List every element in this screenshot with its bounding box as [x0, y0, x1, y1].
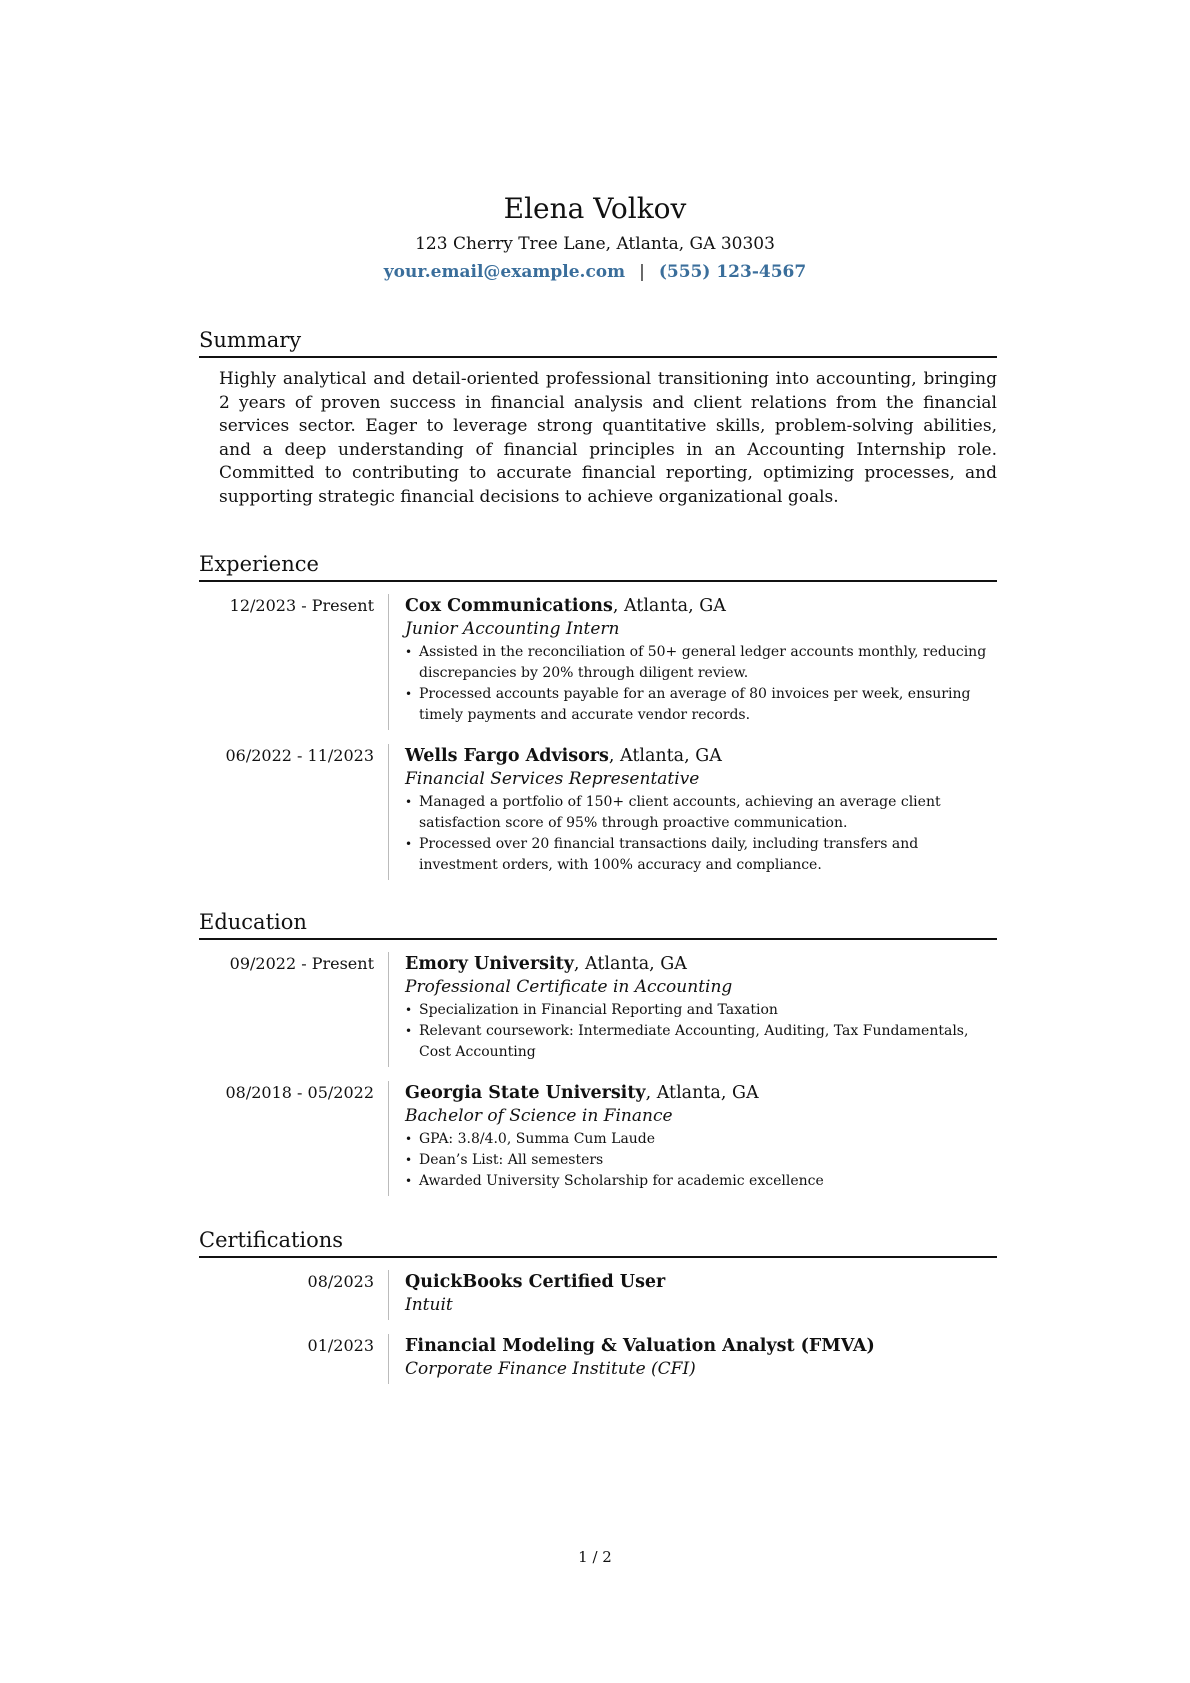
entry-role: Financial Services Representative [405, 769, 700, 789]
contact-line [0, 260, 1190, 284]
resume-header [0, 192, 1190, 284]
certifications-section [199, 1226, 997, 1384]
certification-name: Financial Modeling & Valuation Analyst (FMVA) [405, 1336, 875, 1356]
entry-bullets [405, 1129, 997, 1192]
entry-body [388, 952, 997, 1067]
entry-body [388, 1334, 997, 1384]
education-entry [199, 952, 997, 1067]
entry-body [388, 1081, 997, 1196]
entry-bullets [405, 642, 997, 726]
entry-bullets [405, 792, 997, 876]
entry-org-line [405, 744, 997, 768]
page-number: 1 / 2 [578, 1548, 612, 1566]
bullet-item: • Dean’s List: All semesters [405, 1150, 997, 1171]
bullet-item: • GPA: 3.8/4.0, Summa Cum Laude [405, 1129, 997, 1150]
bullet-item: • Relevant coursework: Intermediate Accounting, Auditing, Tax Fundamentals, Cost Accounting [405, 1021, 997, 1063]
entry-role: Bachelor of Science in Finance [405, 1106, 673, 1126]
entry-bullets [405, 1000, 997, 1063]
entry-date: 01/2023 [307, 1336, 374, 1355]
certification-issuer: Intuit [405, 1295, 453, 1315]
bullet-item: • Awarded University Scholarship for academic excellence [405, 1171, 997, 1192]
education-section [199, 908, 997, 1196]
section-title-summary: Summary [199, 326, 997, 358]
email-link[interactable]: your.email@example.com [383, 262, 626, 282]
entry-role: Junior Accounting Intern [405, 619, 620, 639]
section-title-experience: Experience [199, 550, 997, 582]
entry-org: Emory University [405, 954, 574, 974]
section-title-certifications: Certifications [199, 1226, 997, 1258]
certification-entry [199, 1334, 997, 1384]
bullet-item: • Assisted in the reconciliation of 50+ general ledger accounts monthly, reducing discrepancies by 20% through diligent review. [405, 642, 997, 684]
entry-date: 09/2022 - Present [229, 954, 374, 973]
certification-entry [199, 1270, 997, 1320]
entry-date: 08/2018 - 05/2022 [225, 1083, 374, 1102]
section-title-education: Education [199, 908, 997, 940]
certification-name: QuickBooks Certified User [405, 1272, 666, 1292]
entry-location: , Atlanta, GA [645, 1083, 759, 1103]
entry-org-line [405, 1081, 997, 1105]
entry-org: Wells Fargo Advisors [405, 746, 609, 766]
entry-location: , Atlanta, GA [608, 746, 722, 766]
entry-location: , Atlanta, GA [612, 596, 726, 616]
entry-date: 12/2023 - Present [229, 596, 374, 615]
entry-date: 06/2022 - 11/2023 [225, 746, 374, 765]
bullet-item: • Processed over 20 financial transactions daily, including transfers and investment orders, with 100% accuracy and compliance. [405, 834, 997, 876]
bullet-item: • Managed a portfolio of 150+ client accounts, achieving an average client satisfaction score of 95% through proactive communication. [405, 792, 997, 834]
experience-entry [199, 744, 997, 880]
phone-link[interactable]: (555) 123-4567 [658, 262, 807, 282]
entry-org: Georgia State University [405, 1083, 646, 1103]
summary-text: Highly analytical and detail-oriented professional transitioning into accounting, bringing 2 years of proven success in financial analysis and client relations from the financial services sector. Eager to leverage strong quantitative skills, problem-solving abilities, and a deep understanding of financial principles in an Accounting Internship role. Committed to contributing to accurate financial reporting, optimizing processes, and supporting strategic financial decisions to achieve organizational goals. [219, 369, 997, 507]
entry-role: Professional Certificate in Accounting [405, 977, 733, 997]
bullet-item: • Specialization in Financial Reporting and Taxation [405, 1000, 997, 1021]
bullet-item: • Processed accounts payable for an average of 80 invoices per week, ensuring timely payments and accurate vendor records. [405, 684, 997, 726]
experience-entry [199, 594, 997, 730]
entry-body [388, 744, 997, 880]
address: 123 Cherry Tree Lane, Atlanta, GA 30303 [415, 234, 775, 254]
entry-org-line [405, 594, 997, 618]
certification-issuer: Corporate Finance Institute (CFI) [405, 1359, 696, 1379]
candidate-name: Elena Volkov [503, 192, 687, 225]
entry-location: , Atlanta, GA [573, 954, 687, 974]
entry-body [388, 594, 997, 730]
contact-separator: | [639, 262, 645, 282]
entry-org: Cox Communications [405, 596, 613, 616]
summary-section [199, 326, 997, 509]
entry-date: 08/2023 [307, 1272, 374, 1291]
education-entry [199, 1081, 997, 1196]
entry-body [388, 1270, 997, 1320]
entry-org-line [405, 952, 997, 976]
experience-section [199, 550, 997, 880]
